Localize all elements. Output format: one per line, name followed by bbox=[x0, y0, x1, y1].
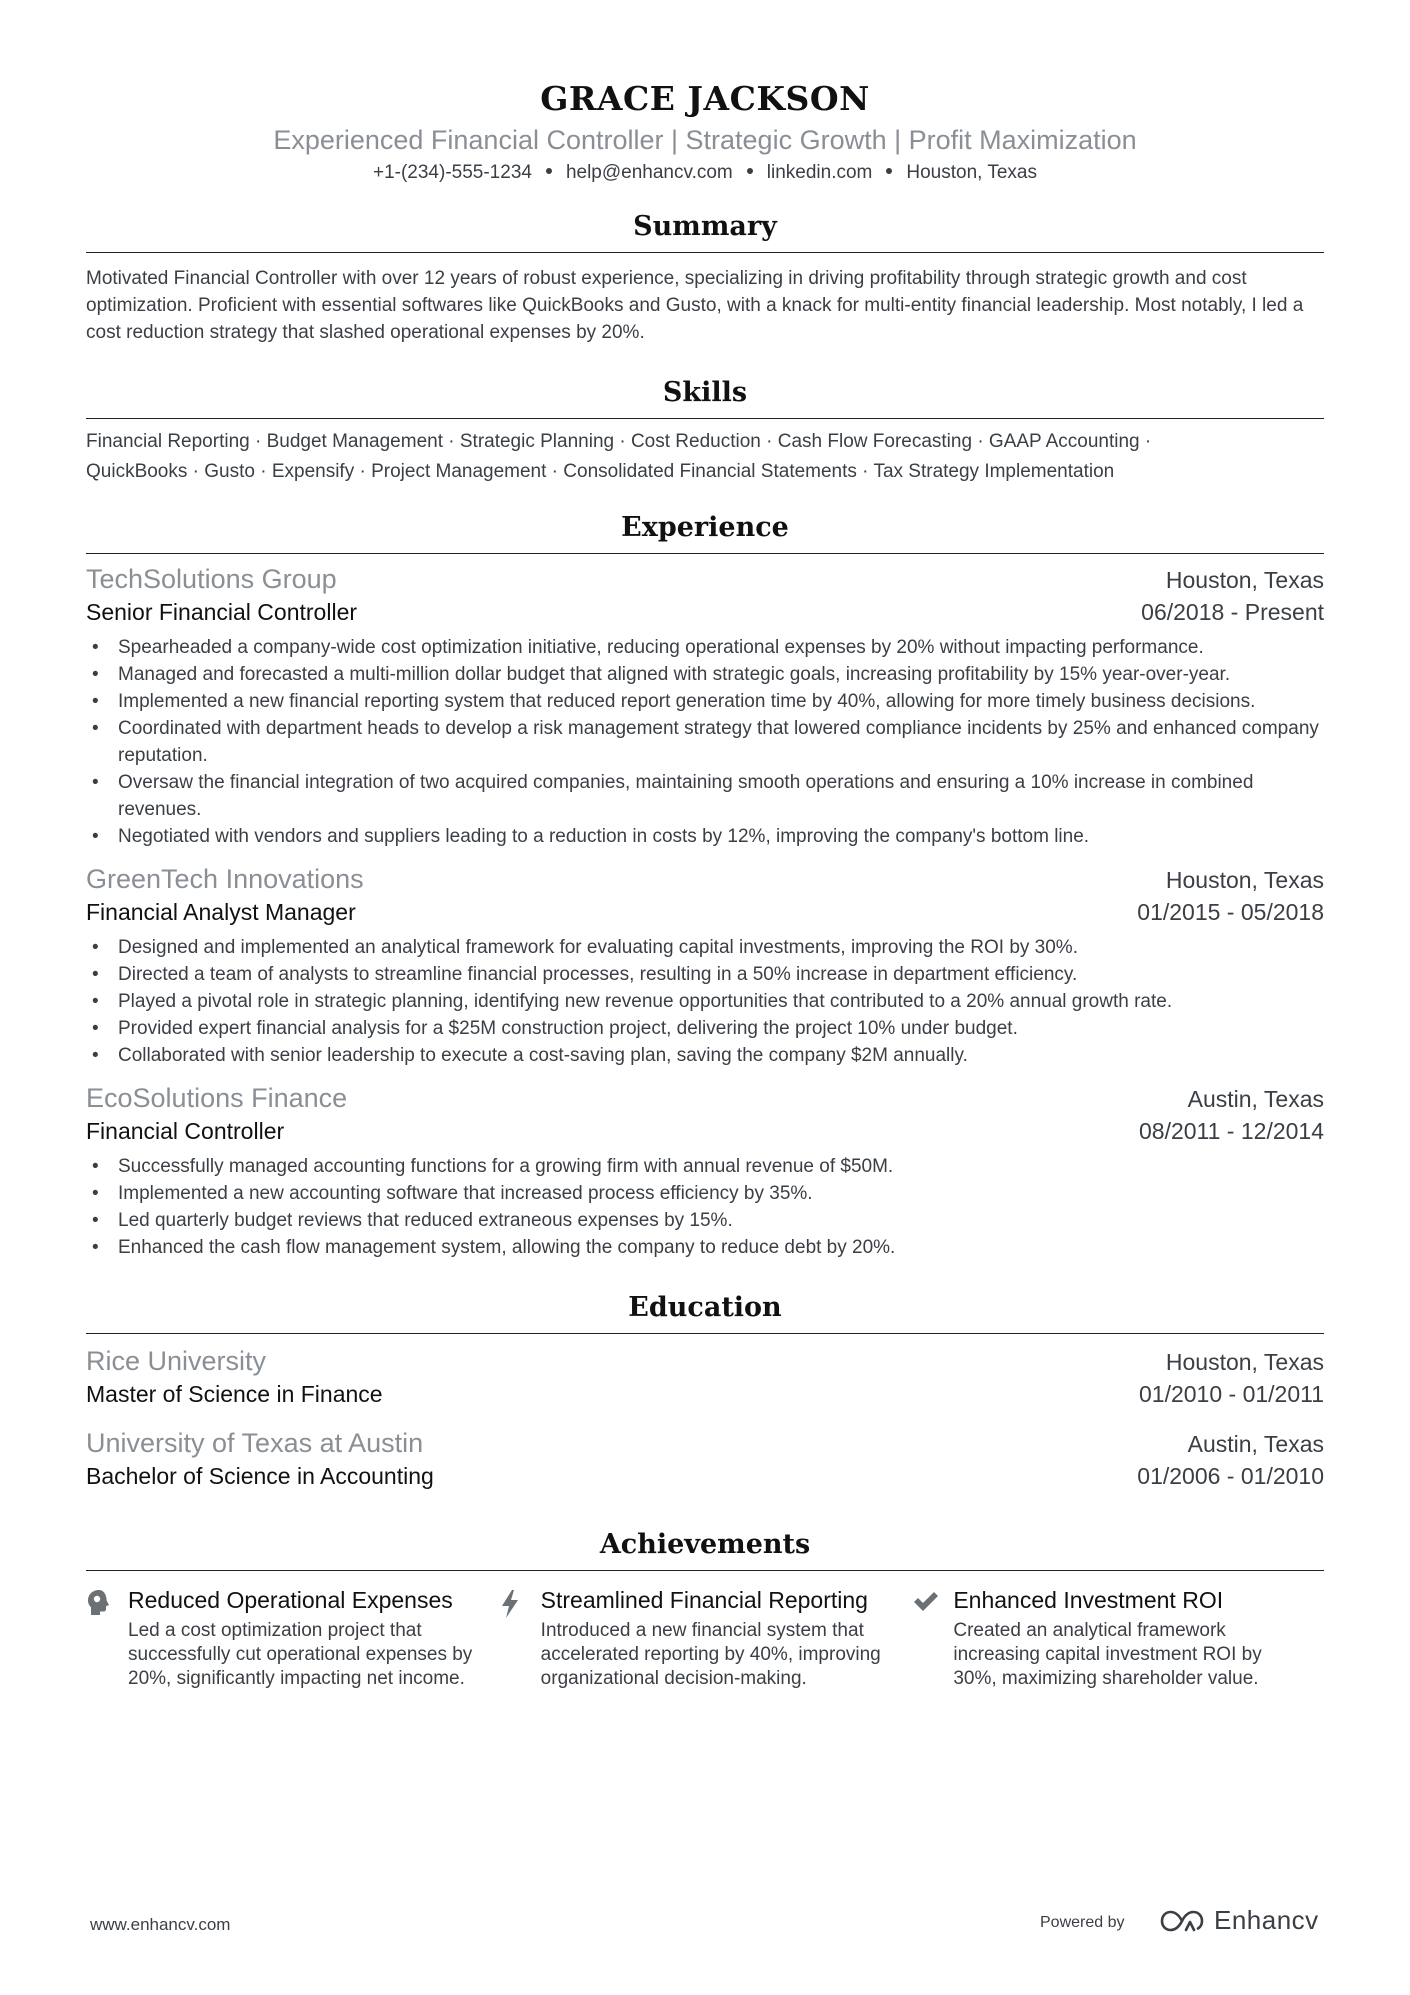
separator-dot bbox=[747, 168, 753, 174]
contact-linkedin[interactable]: linkedin.com bbox=[766, 162, 873, 183]
achievement-title: Reduced Operational Expenses bbox=[128, 1587, 453, 1613]
job-bullets bbox=[86, 1153, 1324, 1261]
list-item: • Managed and forecasted a multi-million dollar budget that aligned with strategic goals, increasing profitability by 15% year-over-year. bbox=[86, 661, 1324, 688]
edu-school: University of Texas at Austin bbox=[86, 1428, 424, 1458]
achievement-desc: Created an analytical framework increasing capital investment ROI by 30%, maximizing shareholder value. bbox=[953, 1620, 1262, 1689]
list-item: • Directed a team of analysts to streamline financial processes, resulting in a 50% increase in department efficiency. bbox=[86, 961, 1324, 988]
contact-email[interactable]: help@enhancv.com bbox=[565, 162, 733, 183]
candidate-tagline: Experienced Financial Controller | Strategic Growth | Profit Maximization bbox=[273, 125, 1137, 155]
list-item: • Enhanced the cash flow management system, allowing the company to reduce debt by 20%. bbox=[86, 1234, 1324, 1261]
separator-dot bbox=[546, 168, 552, 174]
contact-line bbox=[86, 160, 1324, 186]
summary-section bbox=[86, 210, 1324, 346]
edu-dates: 01/2010 - 01/2011 bbox=[1138, 1381, 1324, 1407]
edu-location: Austin, Texas bbox=[1187, 1431, 1324, 1457]
enhancv-logo-icon bbox=[1160, 1908, 1206, 1934]
list-item: • Collaborated with senior leadership to execute a cost-saving plan, saving the company $2M annually. bbox=[86, 1042, 1324, 1069]
brand-name: Enhancv bbox=[1214, 1905, 1319, 1935]
powered-by-label: Powered by bbox=[1040, 1914, 1125, 1931]
edu-degree: Master of Science in Finance bbox=[86, 1381, 383, 1407]
achievements-grid bbox=[86, 1585, 1324, 1691]
job-bullets bbox=[86, 934, 1324, 1069]
enhancv-brand[interactable] bbox=[1160, 1905, 1319, 1936]
job-company: GreenTech Innovations bbox=[86, 864, 364, 894]
job-dates: 01/2015 - 05/2018 bbox=[1137, 899, 1324, 925]
list-item: • Negotiated with vendors and suppliers leading to a reduction in costs by 12%, improving the company's bottom line. bbox=[86, 823, 1324, 850]
experience-section bbox=[86, 511, 1324, 1261]
list-item: • Designed and implemented an analytical framework for evaluating capital investments, improving the ROI by 30%. bbox=[86, 934, 1324, 961]
list-item: • Implemented a new accounting software that increased process efficiency by 35%. bbox=[86, 1180, 1324, 1207]
list-item: • Spearheaded a company-wide cost optimization initiative, reducing operational expenses by 20% without impacting performance. bbox=[86, 634, 1324, 661]
job-company: TechSolutions Group bbox=[86, 564, 337, 594]
achievement-title: Streamlined Financial Reporting bbox=[540, 1587, 868, 1613]
job-company: EcoSolutions Finance bbox=[86, 1083, 348, 1113]
job-bullets bbox=[86, 634, 1324, 850]
job-role: Senior Financial Controller bbox=[86, 599, 358, 625]
footer-website-link[interactable]: www.enhancv.com bbox=[90, 1915, 231, 1934]
job-location: Houston, Texas bbox=[1165, 867, 1324, 893]
contact-location: Houston, Texas bbox=[906, 162, 1037, 183]
edu-degree: Bachelor of Science in Accounting bbox=[86, 1463, 434, 1489]
contact-phone: +1-(234)-555-1234 bbox=[372, 162, 532, 183]
list-item: • Played a pivotal role in strategic planning, identifying new revenue opportunities that contributed to a 20% annual growth rate. bbox=[86, 988, 1324, 1015]
job-entry bbox=[86, 1081, 1324, 1261]
job-entry bbox=[86, 562, 1324, 850]
page-footer bbox=[0, 1905, 1410, 1945]
list-item: • Led quarterly budget reviews that reduced extraneous expenses by 15%. bbox=[86, 1207, 1324, 1234]
candidate-name: GRACE JACKSON bbox=[540, 79, 870, 118]
list-item: • Oversaw the financial integration of two acquired companies, maintaining smooth operations and ensuring a 10% increase in combined revenues. bbox=[86, 769, 1324, 823]
job-dates: 08/2011 - 12/2014 bbox=[1138, 1118, 1324, 1144]
list-item: • Provided expert financial analysis for a $25M construction project, delivering the project 10% under budget. bbox=[86, 1015, 1324, 1042]
job-location: Austin, Texas bbox=[1187, 1086, 1324, 1112]
checkmark-icon bbox=[911, 1585, 953, 1691]
list-item: • Successfully managed accounting functions for a growing firm with annual revenue of $50M. bbox=[86, 1153, 1324, 1180]
section-title-achievements: Achievements bbox=[86, 1528, 1324, 1571]
job-dates: 06/2018 - Present bbox=[1141, 599, 1324, 625]
achievement-title: Enhanced Investment ROI bbox=[953, 1587, 1224, 1613]
achievement-item bbox=[86, 1585, 499, 1691]
edu-dates: 01/2006 - 01/2010 bbox=[1137, 1463, 1324, 1489]
job-role: Financial Controller bbox=[86, 1118, 285, 1144]
education-section bbox=[86, 1291, 1324, 1492]
achievement-desc: Introduced a new financial system that accelerated reporting by 40%, improving organizational decision-making. bbox=[540, 1620, 881, 1689]
list-item: • Implemented a new financial reporting system that reduced report generation time by 40%, allowing for more timely business decisions. bbox=[86, 688, 1324, 715]
skills-section bbox=[86, 376, 1324, 487]
achievements-section bbox=[86, 1528, 1324, 1691]
section-title-summary: Summary bbox=[86, 210, 1324, 253]
resume-header bbox=[86, 0, 1324, 186]
separator-dot bbox=[886, 168, 892, 174]
head-icon bbox=[86, 1585, 128, 1691]
section-title-experience: Experience bbox=[86, 511, 1324, 554]
job-location: Houston, Texas bbox=[1165, 567, 1324, 593]
lightning-icon bbox=[499, 1585, 541, 1691]
education-entry bbox=[86, 1426, 1324, 1492]
achievement-desc: Led a cost optimization project that successfully cut operational expenses by 20%, significantly impacting net income. bbox=[128, 1620, 473, 1689]
skills-list: Financial Reporting · Budget Management · Strategic Planning · Cost Reduction · Cash Flow Forecasting · GAAP Accounting · QuickBooks · Gusto · Expensify · Project Management · Consolidated Financial Statements · Tax Strategy Implementation bbox=[86, 431, 1152, 482]
edu-school: Rice University bbox=[86, 1346, 267, 1376]
summary-text: Motivated Financial Controller with over 12 years of robust experience, specializing in driving profitability through strategic growth and cost optimization. Proficient with essential softwares like QuickBooks and Gusto, with a knack for multi-entity financial leadership. Most notably, I led a cost reduction strategy that slashed operational expenses by 20%. bbox=[86, 268, 1304, 343]
achievement-item bbox=[499, 1585, 912, 1691]
education-entry bbox=[86, 1344, 1324, 1410]
list-item: • Coordinated with department heads to develop a risk management strategy that lowered compliance incidents by 25% and enhanced company reputation. bbox=[86, 715, 1324, 769]
achievement-item bbox=[911, 1585, 1324, 1691]
section-title-education: Education bbox=[86, 1291, 1324, 1334]
edu-location: Houston, Texas bbox=[1165, 1349, 1324, 1375]
job-entry bbox=[86, 862, 1324, 1069]
job-role: Financial Analyst Manager bbox=[86, 899, 356, 925]
section-title-skills: Skills bbox=[86, 376, 1324, 419]
